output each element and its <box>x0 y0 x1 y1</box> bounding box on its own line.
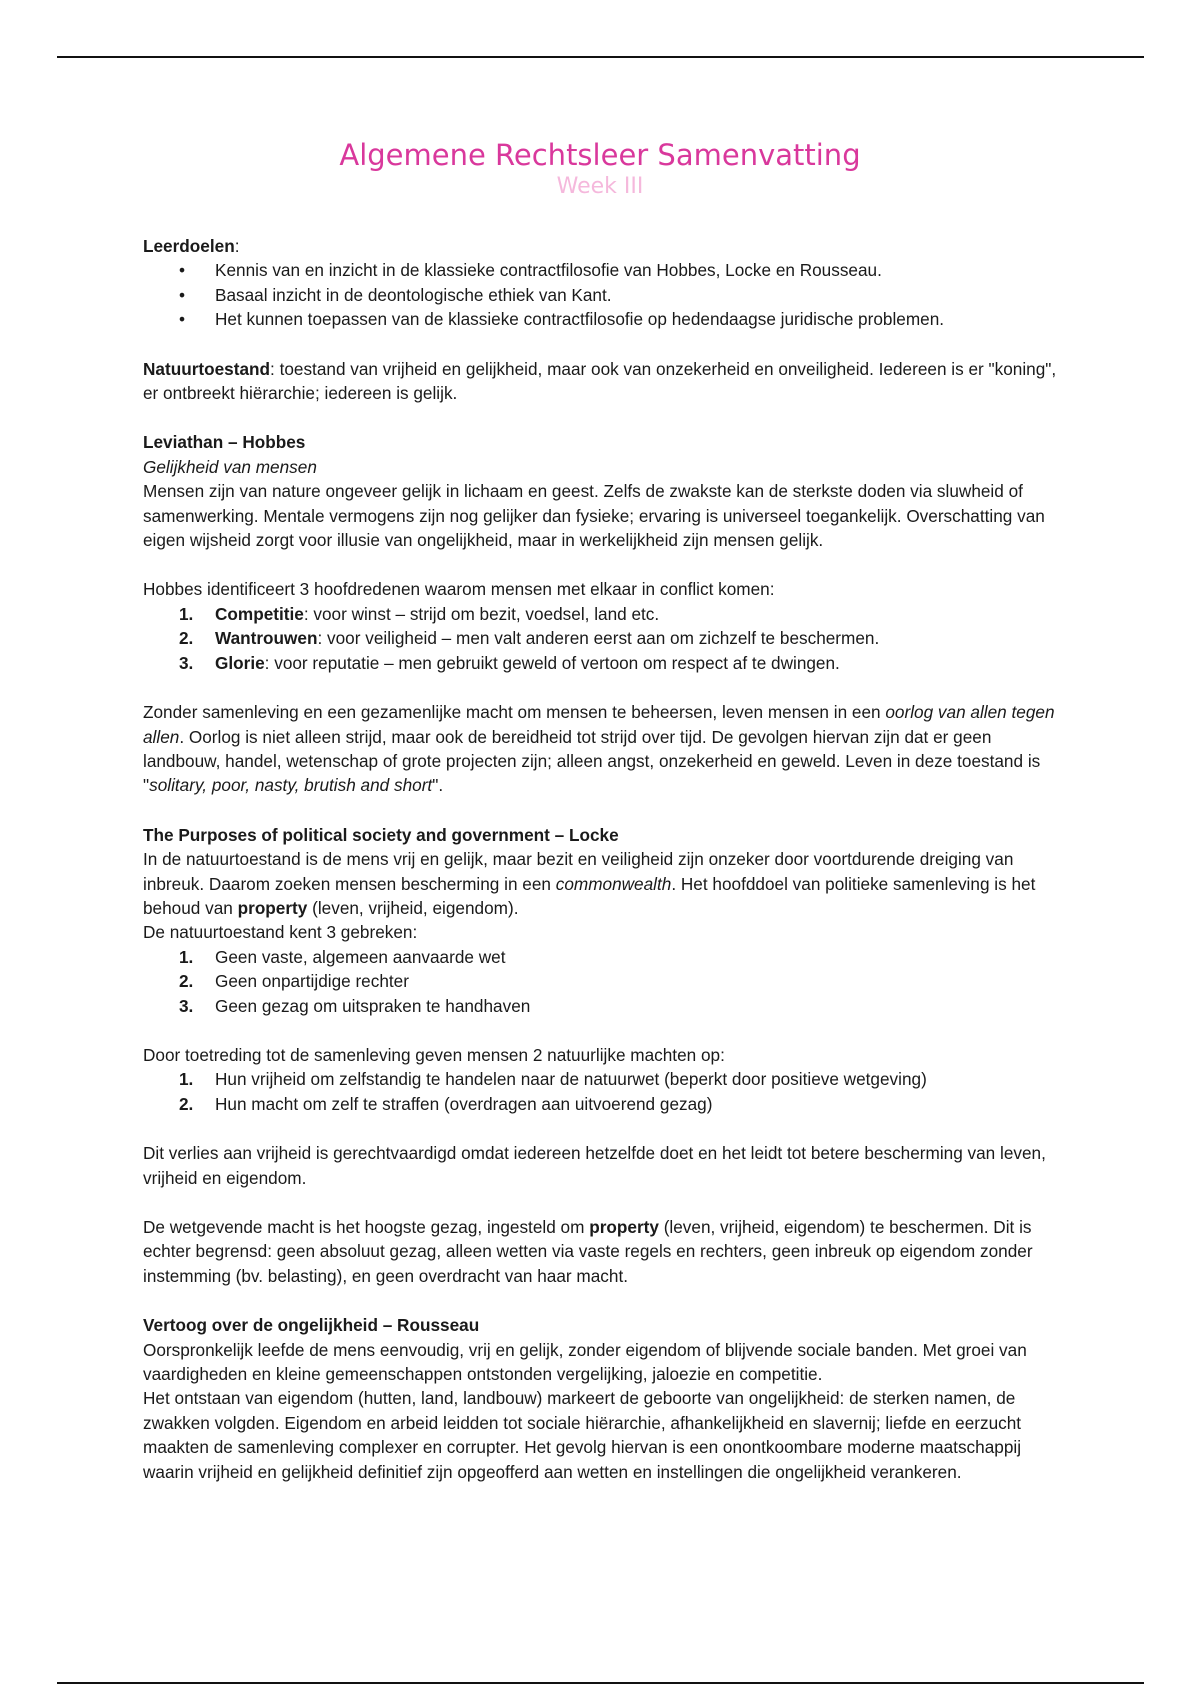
hobbes-subheading: Gelijkheid van mensen <box>143 456 317 477</box>
bullet-marker: • <box>179 260 186 281</box>
hobbes-paragraph: Mensen zijn van nature ongeveer gelijk in lichaam en geest. Zelfs de zwakste kan de sterkste doden via sluwheid of samenwerking. Mentale vermogens zijn nog gelijker dan fysieke; ervaring is universeel toegankelijk. Overschatting van eigen wijsheid zorgt voor illusie van ongelijkheid, maar in werkelijkheid zijn mensen gelijk. <box>143 481 1045 551</box>
list-item: • Kennis van en inzicht in de klassieke contractfilosofie van Hobbes, Locke en Rousseau. <box>143 258 1063 282</box>
list-item: 3. Glorie: voor reputatie – men gebruikt geweld of vertoon om respect af te dwingen. <box>179 652 840 673</box>
hobbes-reasons-intro: Hobbes identificeert 3 hoofdredenen waarom mensen met elkaar in conflict komen: <box>143 579 775 600</box>
list-item: 1. Geen vaste, algemeen aanvaarde wet <box>179 946 506 967</box>
natuurtoestand-paragraph: Natuurtoestand: toestand van vrijheid en gelijkheid, maar ook van onzekerheid en onveiligheid. Iedereen is er "koning", er ontbreekt hiërarchie; iedereen is gelijk. <box>143 358 1057 404</box>
locke-justification: Dit verlies aan vrijheid is gerechtvaardigd omdat iedereen hetzelfde doet en het leidt tot betere bescherming van leven, vrijheid en eigendom. <box>143 1143 1046 1188</box>
locke-defects-list <box>143 945 1063 1018</box>
list-item: 3. Geen gezag om uitspraken te handhaven <box>179 995 531 1016</box>
list-item: 2. Geen onpartijdige rechter <box>179 971 409 992</box>
locke-paragraph: In de natuurtoestand is de mens vrij en gelijk, maar bezit en veiligheid zijn onzeker door voortdurende dreiging van inbreuk. Daarom zoeken mensen bescherming in een commonwealth. Het hoofddoel van politieke samenleving is het behoud van property (leven, vrijheid, eigendom). <box>143 849 1036 918</box>
locke-heading: The Purposes of political society and government – Locke <box>143 824 619 845</box>
list-item: 2. Wantrouwen: voor veiligheid – men valt anderen eerst aan om zichzelf te beschermen. <box>179 628 880 649</box>
hobbes-heading: Leviathan – Hobbes <box>143 432 306 453</box>
list-item: 1. Hun vrijheid om zelfstandig te handelen naar de natuurwet (beperkt door positieve wetgeving) <box>179 1069 927 1090</box>
footer-rule <box>57 1682 1144 1684</box>
hobbes-reasons-list <box>143 602 1063 675</box>
bullet-marker: • <box>179 309 186 330</box>
document-body <box>143 234 1063 1484</box>
locke-powers-intro: Door toetreding tot de samenleving geven mensen 2 natuurlijke machten op: <box>143 1044 725 1065</box>
leerdoelen-list <box>143 258 1063 331</box>
rousseau-heading: Vertoog over de ongelijkheid – Rousseau <box>143 1315 480 1336</box>
document-subtitle: Week III <box>556 173 644 199</box>
locke-defects-intro: De natuurtoestand kent 3 gebreken: <box>143 922 418 943</box>
header-rule <box>57 56 1144 58</box>
list-item: • Basaal inzicht in de deontologische ethiek van Kant. <box>143 283 1063 307</box>
list-item: 2. Hun macht om zelf te straffen (overdragen aan uitvoerend gezag) <box>179 1093 713 1114</box>
locke-powers-list <box>143 1067 1063 1116</box>
bullet-marker: • <box>179 284 186 305</box>
list-item: • Het kunnen toepassen van de klassieke contractfilosofie op hedendaagse juridische problemen. <box>143 307 1063 331</box>
leerdoelen-heading: Leerdoelen: <box>143 236 240 256</box>
locke-legislative-paragraph: De wetgevende macht is het hoogste gezag, ingesteld om property (leven, vrijheid, eigendom) te beschermen. Dit is echter begrensd: geen absoluut gezag, alleen wetten via vaste regels en rechters, geen inbreuk op eigendom zonder instemming (bv. belasting), en geen overdracht van haar macht. <box>143 1217 1033 1286</box>
list-item: 1. Competitie: voor winst – strijd om bezit, voedsel, land etc. <box>179 603 660 624</box>
hobbes-war-paragraph: Zonder samenleving en een gezamenlijke macht om mensen te beheersen, leven mensen in een oorlog van allen tegen allen. Oorlog is niet alleen strijd, maar ook de bereidheid tot strijd over tijd. De gevolgen hiervan zijn dat er geen landbouw, handel, wetenschap of grote projecten zijn; alleen angst, onzekerheid en geweld. Leven in deze toestand is "solitary, poor, nasty, brutish and short". <box>143 702 1055 796</box>
title-block <box>0 140 1200 200</box>
rousseau-paragraph-2: Het ontstaan van eigendom (hutten, land, landbouw) markeert de geboorte van ongelijkheid: de sterken namen, de zwakken volgden. Eigendom en arbeid leidden tot sociale hiërarchie, afhankelijkheid en slavernij; liefde en eerzucht maakten de samenleving complexer en corrupter. Het gevolg hiervan is een onontkoombare moderne maatschappij waarin vrijheid en gelijkheid definitief zijn opgeofferd aan wetten en instellingen die ongelijkheid verankeren. <box>143 1388 1022 1482</box>
document-title: Algemene Rechtsleer Samenvatting <box>339 138 861 172</box>
rousseau-paragraph-1: Oorspronkelijk leefde de mens eenvoudig, vrij en gelijk, zonder eigendom of blijvende sociale banden. Met groei van vaardigheden en kleine gemeenschappen ontstonden vergelijking, jaloezie en competitie. <box>143 1339 1027 1385</box>
